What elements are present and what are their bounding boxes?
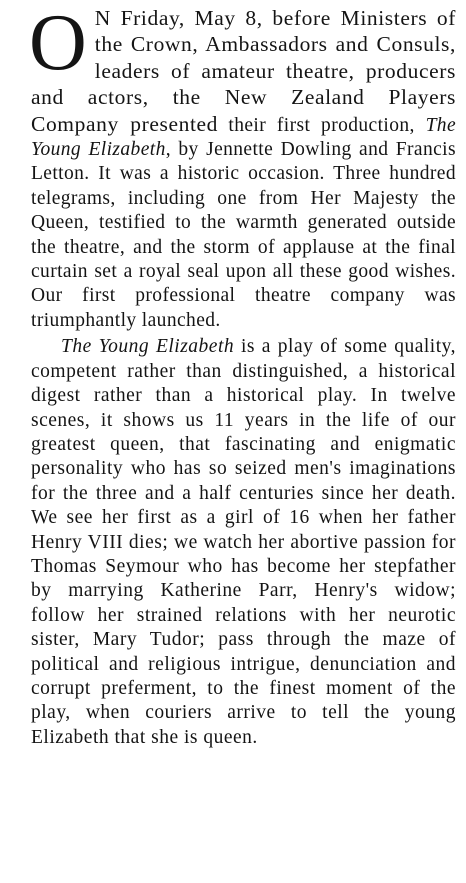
lead-text: N Friday, May 8, before Ministers of the Crown, Ambassadors and Consuls, leaders of amateur theatre, producers and actors, the New Zealand Players Company presented [31, 6, 456, 136]
paragraph-1-intro: their first production, [228, 114, 426, 136]
paragraph-2-text: is a play of some quality, competent rather than distinguished, a historical digest rather than a historical play. In twelve scenes, it shows us 11 years in the life of our greatest queen, that fascinating and enigmatic personality who has so seized men's imaginations for the three and a half centuries since her death. We see her first as a girl of 16 when her father Henry VIII dies; we watch her abortive passion for Thomas Seymour who has become her stepfather by marrying Katherine Parr, Henry's widow; follow her strained relations with her neurotic sister, Mary Tudor; pass through the maze of political and religious intrigue, denunciation and corrupt preferment, to the finest moment of the play, when couriers arrive to tell the young Elizabeth that she is queen. [31, 336, 456, 748]
article-paragraph-1 [29, 0, 457, 333]
play-title: The Young Elizabeth [31, 114, 457, 161]
drop-cap: O [29, 0, 87, 87]
play-title-2: The Young Elizabeth [61, 336, 235, 358]
article-paragraph-2 [31, 335, 456, 750]
paragraph-1-text [31, 115, 456, 331]
paragraph-1-rest: , by Jennette Dowling and Francis Letton. It was a historic occasion. Three hundred telegrams, including one from Her Majesty the Queen, testified to the warmth generated outside the theatre, and the storm of applause at the final curtain set a royal seal upon all these good wishes. Our first professional theatre company was triumphantly launched. [31, 139, 456, 331]
